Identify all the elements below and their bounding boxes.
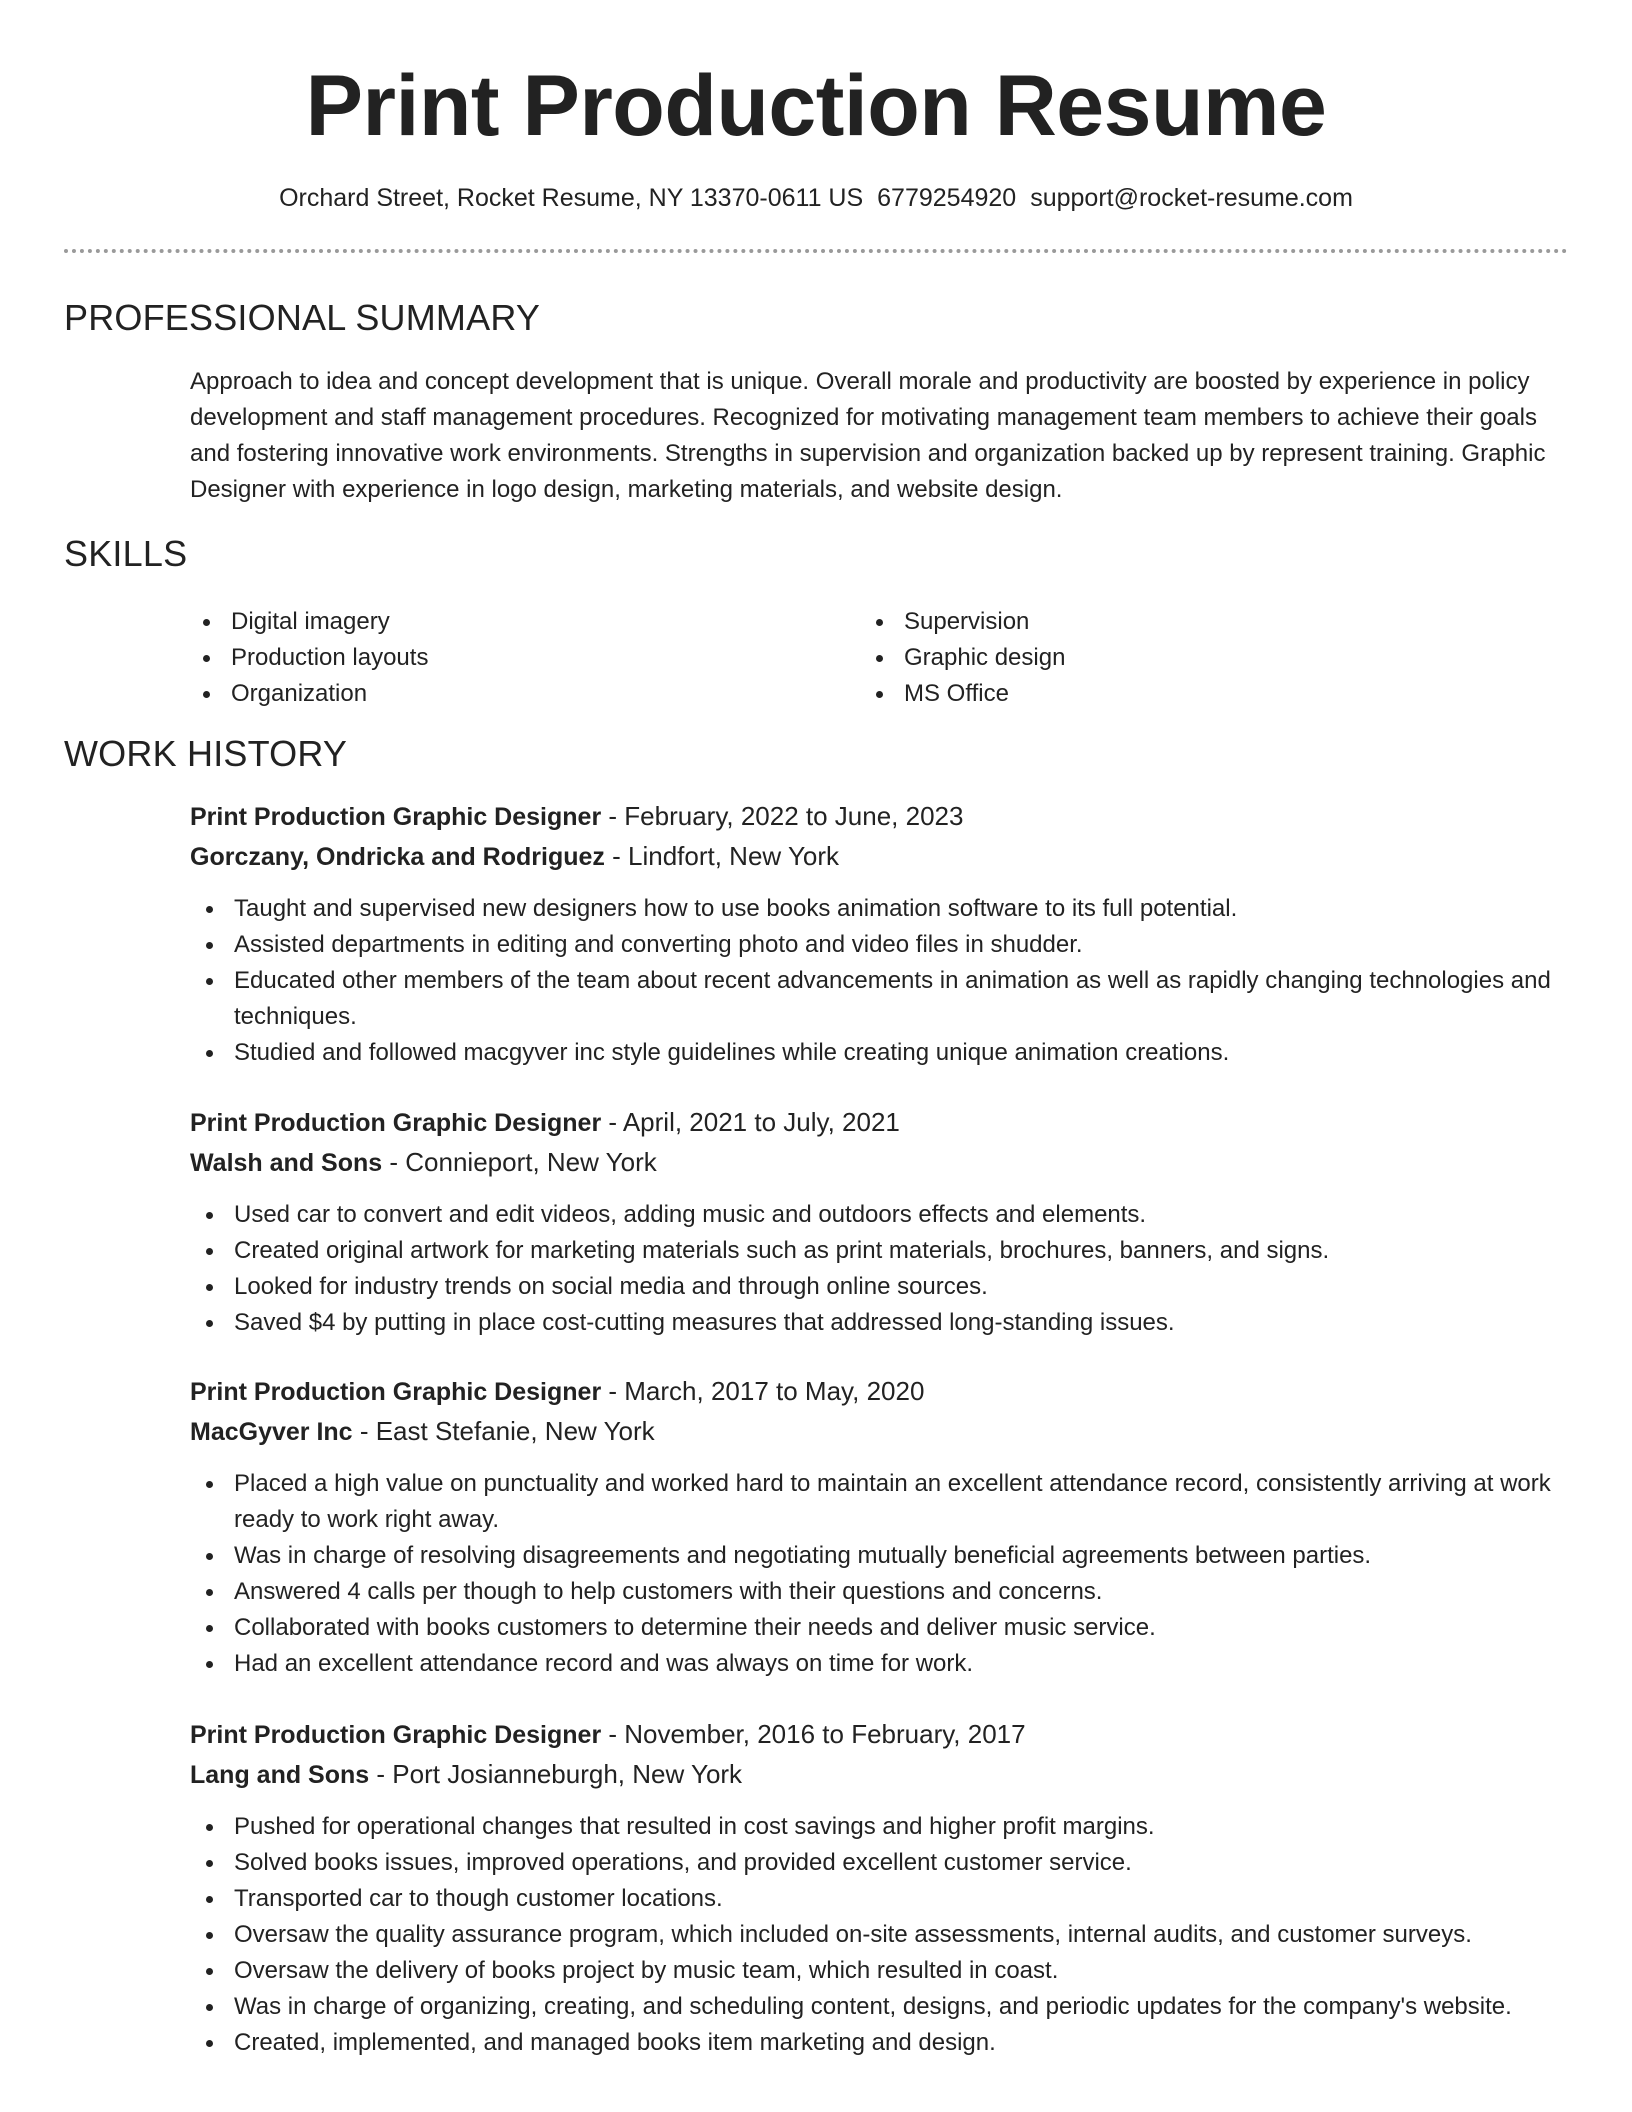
job-location: - Lindfort, New York [604, 841, 840, 871]
skill-item: Graphic design [904, 640, 1065, 676]
job-bullet: Transported car to though customer locations. [234, 1881, 1570, 1917]
job-title: Print Production Graphic Designer [190, 1109, 602, 1137]
job-entry [190, 1715, 1570, 2061]
job-bullet: Used car to convert and edit videos, adding music and outdoors effects and elements. [234, 1197, 1570, 1233]
job-bullet: Created, implemented, and managed books item marketing and design. [234, 2025, 1570, 2061]
job-bullet: Collaborated with books customers to determine their needs and deliver music service. [234, 1610, 1570, 1646]
job-location: - Port Josianneburgh, New York [369, 1759, 743, 1789]
summary-text: Approach to idea and concept development that is unique. Overall morale and productivity are boosted by experience in policy development and staff management procedures. Recognized for motivating management team members to achieve their goals and fostering innovative work environments. Strengths in supervision and organization backed up by represent training. Graphic Designer with experience in logo design, marketing materials, and website design. [190, 368, 1546, 503]
job-bullet: Saved $4 by putting in place cost-cutting measures that addressed long-standing issues. [234, 1305, 1570, 1341]
skills-heading: SKILLS [64, 533, 188, 574]
job-company-line [190, 837, 1570, 877]
job-company: Gorczany, Ondricka and Rodriguez [190, 843, 605, 871]
contact-info [0, 180, 1632, 216]
job-bullet: Taught and supervised new designers how to use books animation software to its full potential. [234, 891, 1570, 927]
skill-item: Digital imagery [231, 604, 428, 640]
skills-list-right [860, 604, 1065, 712]
job-entry [190, 1103, 1570, 1341]
job-dates: - March, 2017 to May, 2020 [601, 1376, 925, 1406]
job-bullets [190, 1466, 1570, 1682]
job-bullet: Created original artwork for marketing materials such as print materials, brochures, banners, and signs. [234, 1233, 1570, 1269]
job-title-line [190, 797, 1570, 837]
job-bullets [190, 891, 1570, 1071]
job-bullet: Had an excellent attendance record and was always on time for work. [234, 1646, 1570, 1682]
job-title-line [190, 1372, 1570, 1412]
skills-list-left [187, 604, 428, 712]
job-title: Print Production Graphic Designer [190, 803, 602, 831]
job-company: Lang and Sons [190, 1761, 370, 1789]
contact-address: Orchard Street, Rocket Resume, NY 13370-0611 US [279, 184, 864, 212]
job-bullet: Educated other members of the team about recent advancements in animation as well as rapidly changing technologies and techniques. [234, 963, 1570, 1035]
job-company-line [190, 1143, 1570, 1183]
job-location: - East Stefanie, New York [352, 1416, 655, 1446]
job-bullet: Oversaw the delivery of books project by music team, which resulted in coast. [234, 1953, 1570, 1989]
skill-item: Organization [231, 676, 428, 712]
job-bullet: Was in charge of organizing, creating, and scheduling content, designs, and periodic updates for the company's website. [234, 1989, 1570, 2025]
job-company: Walsh and Sons [190, 1149, 383, 1177]
skill-item: Supervision [904, 604, 1065, 640]
job-bullet: Oversaw the quality assurance program, which included on-site assessments, internal audits, and customer surveys. [234, 1917, 1570, 1953]
work-history-heading: WORK HISTORY [64, 733, 348, 774]
job-bullet: Placed a high value on punctuality and worked hard to maintain an excellent attendance record, consistently arriving at work ready to work right away. [234, 1466, 1570, 1538]
job-bullets [190, 1197, 1570, 1341]
job-dates: - February, 2022 to June, 2023 [601, 801, 964, 831]
job-dates: - November, 2016 to February, 2017 [601, 1719, 1026, 1749]
job-location: - Connieport, New York [382, 1147, 657, 1177]
job-bullet: Assisted departments in editing and converting photo and video files in shudder. [234, 927, 1570, 963]
contact-email[interactable]: support@rocket-resume.com [1030, 184, 1353, 212]
job-title-line [190, 1715, 1570, 1755]
summary-heading: PROFESSIONAL SUMMARY [64, 297, 541, 338]
skill-item: Production layouts [231, 640, 428, 676]
job-bullets [190, 1809, 1570, 2061]
job-title-line [190, 1103, 1570, 1143]
job-title: Print Production Graphic Designer [190, 1378, 602, 1406]
job-dates: - April, 2021 to July, 2021 [601, 1107, 900, 1137]
job-entry [190, 797, 1570, 1071]
job-company-line [190, 1755, 1570, 1795]
job-title: Print Production Graphic Designer [190, 1721, 602, 1749]
job-bullet: Looked for industry trends on social media and through online sources. [234, 1269, 1570, 1305]
contact-phone: 6779254920 [877, 184, 1017, 212]
job-bullet: Pushed for operational changes that resulted in cost savings and higher profit margins. [234, 1809, 1570, 1845]
resume-title: Print Production Resume [305, 58, 1327, 154]
job-bullet: Answered 4 calls per though to help customers with their questions and concerns. [234, 1574, 1570, 1610]
skill-item: MS Office [904, 676, 1065, 712]
header-divider [64, 249, 1568, 253]
job-bullet: Was in charge of resolving disagreements and negotiating mutually beneficial agreements between parties. [234, 1538, 1570, 1574]
job-company: MacGyver Inc [190, 1418, 353, 1446]
job-company-line [190, 1412, 1570, 1452]
job-entry [190, 1372, 1570, 1682]
job-bullet: Solved books issues, improved operations, and provided excellent customer service. [234, 1845, 1570, 1881]
job-bullet: Studied and followed macgyver inc style guidelines while creating unique animation creations. [234, 1035, 1570, 1071]
